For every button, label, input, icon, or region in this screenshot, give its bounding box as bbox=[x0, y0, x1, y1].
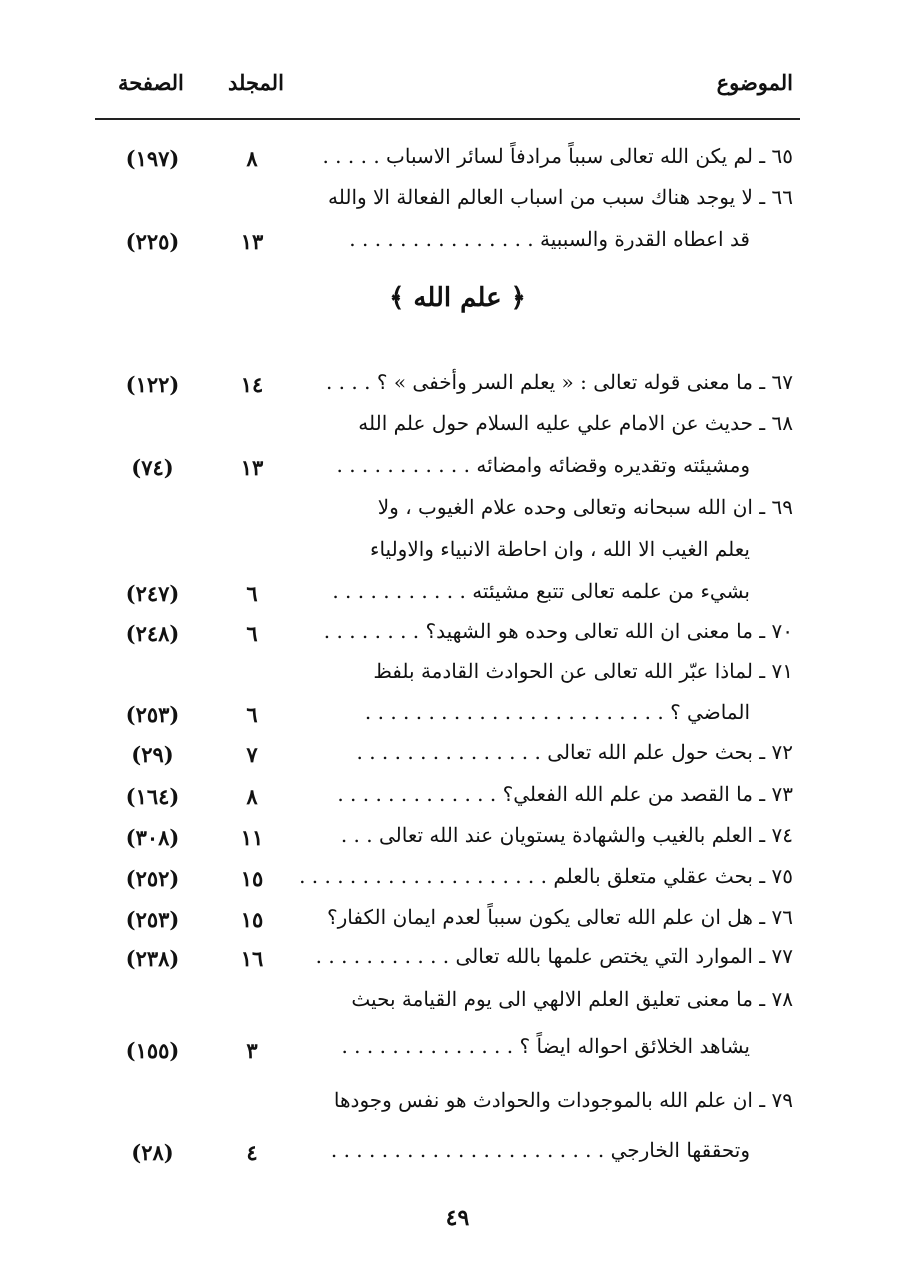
entry-line bbox=[358, 413, 793, 433]
header-volume: المجلد bbox=[228, 70, 284, 95]
entry-page: (٣٠٨) bbox=[125, 825, 180, 850]
entry-text: ٧١ ـ لماذا عبّر الله تعالى عن الحوادث القادمة بلفظ bbox=[373, 659, 793, 683]
entry-line bbox=[299, 866, 793, 886]
entry-volume: ٧ bbox=[246, 742, 258, 767]
dot-leader: . . . . . . . . . . . bbox=[315, 944, 450, 968]
header-divider bbox=[95, 118, 800, 120]
entry-line bbox=[328, 187, 793, 207]
header-topic: الموضوع bbox=[716, 70, 793, 95]
entry-line bbox=[370, 539, 750, 559]
entry-volume: ١٣ bbox=[240, 229, 264, 254]
entry-volume: ١١ bbox=[240, 825, 264, 850]
dot-leader: . . . . . . . . . . . . . . . . . . . . bbox=[299, 864, 548, 888]
header-page: الصفحة bbox=[118, 70, 184, 95]
entry-page: (١٢٢) bbox=[125, 372, 180, 397]
entry-text: ٧٦ ـ هل ان علم الله تعالى يكون سبباً لعدم ايمان الكفار؟ bbox=[327, 905, 793, 929]
entry-text: قد اعطاه القدرة والسببية bbox=[540, 227, 750, 251]
entry-line bbox=[341, 1036, 750, 1056]
entry-page: (٢٤٨) bbox=[125, 621, 180, 646]
entry-text: يشاهد الخلائق احواله ايضاً ؟ bbox=[519, 1034, 750, 1058]
dot-leader: . . . . . . . . . . . bbox=[336, 453, 470, 477]
entry-page: (٢٥٣) bbox=[125, 702, 180, 727]
entry-page: (١٥٥) bbox=[125, 1038, 180, 1063]
entry-volume: ١٣ bbox=[240, 455, 264, 480]
entry-text: ٧٠ ـ ما معنى ان الله تعالى وحده هو الشهيد؟ bbox=[425, 619, 793, 643]
entry-text: ٧٤ ـ العلم بالغيب والشهادة يستويان عند الله تعالى bbox=[378, 823, 793, 847]
entry-line bbox=[326, 372, 793, 392]
entry-page: (٢٥٣) bbox=[125, 907, 180, 932]
dot-leader: . . . . . . . . . . . . . . . . . . . . . . bbox=[330, 1138, 605, 1162]
dot-leader: . . . . . . . . . . . bbox=[332, 579, 466, 603]
dot-leader: . . . . . . . . . . . . . . . bbox=[356, 740, 541, 764]
entry-text: ٧٥ ـ بحث عقلي متعلق بالعلم bbox=[553, 864, 793, 888]
page-number: ٤٩ bbox=[445, 1205, 470, 1231]
entry-text: ومشيئته وتقديره وقضائه وامضائه bbox=[476, 453, 750, 477]
entry-line bbox=[327, 907, 793, 927]
entry-line bbox=[373, 661, 793, 681]
entry-page: (١٩٧) bbox=[125, 146, 180, 171]
dot-leader: . . . . bbox=[325, 370, 371, 394]
entry-page: (٧٤) bbox=[131, 455, 174, 480]
dot-leader: . . . . . . . . bbox=[323, 619, 420, 643]
dot-leader: . . . . . . . . . . . . . . bbox=[341, 1034, 514, 1058]
entry-text: ٧٢ ـ بحث حول علم الله تعالى bbox=[547, 740, 793, 764]
dot-leader: . . . . . . . . . . . . . . . . . . . . . . . . bbox=[364, 700, 664, 724]
entry-line bbox=[351, 989, 793, 1009]
dot-leader: . . . . . bbox=[322, 144, 380, 168]
entry-text: ٧٨ ـ ما معنى تعليق العلم الالهي الى يوم القيامة بحيث bbox=[351, 987, 793, 1011]
entry-text: ٧٣ ـ ما القصد من علم الله الفعلي؟ bbox=[502, 782, 793, 806]
entry-text: ٦٦ ـ لا يوجد هناك سبب من اسباب العالم الفعالة الا والله bbox=[328, 185, 793, 209]
entry-volume: ٦ bbox=[246, 702, 258, 727]
entry-page: (١٦٤) bbox=[125, 784, 180, 809]
entry-line bbox=[341, 825, 793, 845]
entry-page: (٢٤٧) bbox=[125, 581, 180, 606]
entry-text: ٦٩ ـ ان الله سبحانه وتعالى وحده علام الغيوب ، ولا bbox=[377, 495, 793, 519]
entry-volume: ٨ bbox=[246, 784, 258, 809]
entry-text: ٦٨ ـ حديث عن الامام علي عليه السلام حول علم الله bbox=[358, 411, 793, 435]
entry-volume: ٤ bbox=[246, 1140, 258, 1165]
entry-line bbox=[357, 742, 794, 762]
entry-page: (٢٩) bbox=[131, 742, 174, 767]
entry-line bbox=[331, 1140, 750, 1160]
dot-leader: . . . . . . . . . . . . . . . bbox=[349, 227, 534, 251]
entry-volume: ١٥ bbox=[240, 907, 264, 932]
entry-text: بشيء من علمه تعالى تتبع مشيئته bbox=[472, 579, 750, 603]
entry-line bbox=[316, 946, 793, 966]
entry-line bbox=[332, 581, 750, 601]
entry-line bbox=[378, 497, 793, 517]
entry-volume: ١٤ bbox=[240, 372, 264, 397]
entry-page: (٢٣٨) bbox=[125, 946, 180, 971]
dot-leader: . . . . . . . . . . . . . bbox=[337, 782, 497, 806]
entry-line bbox=[324, 621, 793, 641]
entry-page: (٢٢٥) bbox=[125, 229, 180, 254]
entry-text: ٧٧ ـ الموارد التي يختص علمها بالله تعالى bbox=[455, 944, 793, 968]
entry-volume: ١٦ bbox=[240, 946, 264, 971]
entry-page: (٢٨) bbox=[131, 1140, 174, 1165]
entry-page: (٢٥٢) bbox=[125, 866, 180, 891]
entry-volume: ٦ bbox=[246, 621, 258, 646]
entry-text: يعلم الغيب الا الله ، وان احاطة الانبياء والاولياء bbox=[370, 537, 750, 561]
entry-text: ٧٩ ـ ان علم الله بالموجودات والحوادث هو نفس وجودها bbox=[333, 1088, 793, 1112]
entry-text: ٦٧ ـ ما معنى قوله تعالى : « يعلم السر وأخفى » ؟ bbox=[376, 370, 793, 394]
entry-volume: ٦ bbox=[246, 581, 258, 606]
entry-volume: ٣ bbox=[246, 1038, 258, 1063]
entry-line bbox=[336, 455, 750, 475]
entry-line bbox=[365, 702, 750, 722]
entry-text: الماضي ؟ bbox=[670, 700, 750, 724]
entry-line bbox=[322, 146, 793, 166]
entry-volume: ١٥ bbox=[240, 866, 264, 891]
entry-line bbox=[337, 784, 793, 804]
dot-leader: . . . bbox=[340, 823, 373, 847]
entry-text: وتحققها الخارجي bbox=[610, 1138, 750, 1162]
entry-line bbox=[349, 229, 750, 249]
section-title: ﴿ علم الله ﴾ bbox=[389, 283, 526, 313]
entry-text: ٦٥ ـ لم يكن الله تعالى سبباً مرادفاً لسائر الاسباب bbox=[386, 144, 793, 168]
entry-line bbox=[334, 1090, 793, 1110]
entry-volume: ٨ bbox=[246, 146, 258, 171]
